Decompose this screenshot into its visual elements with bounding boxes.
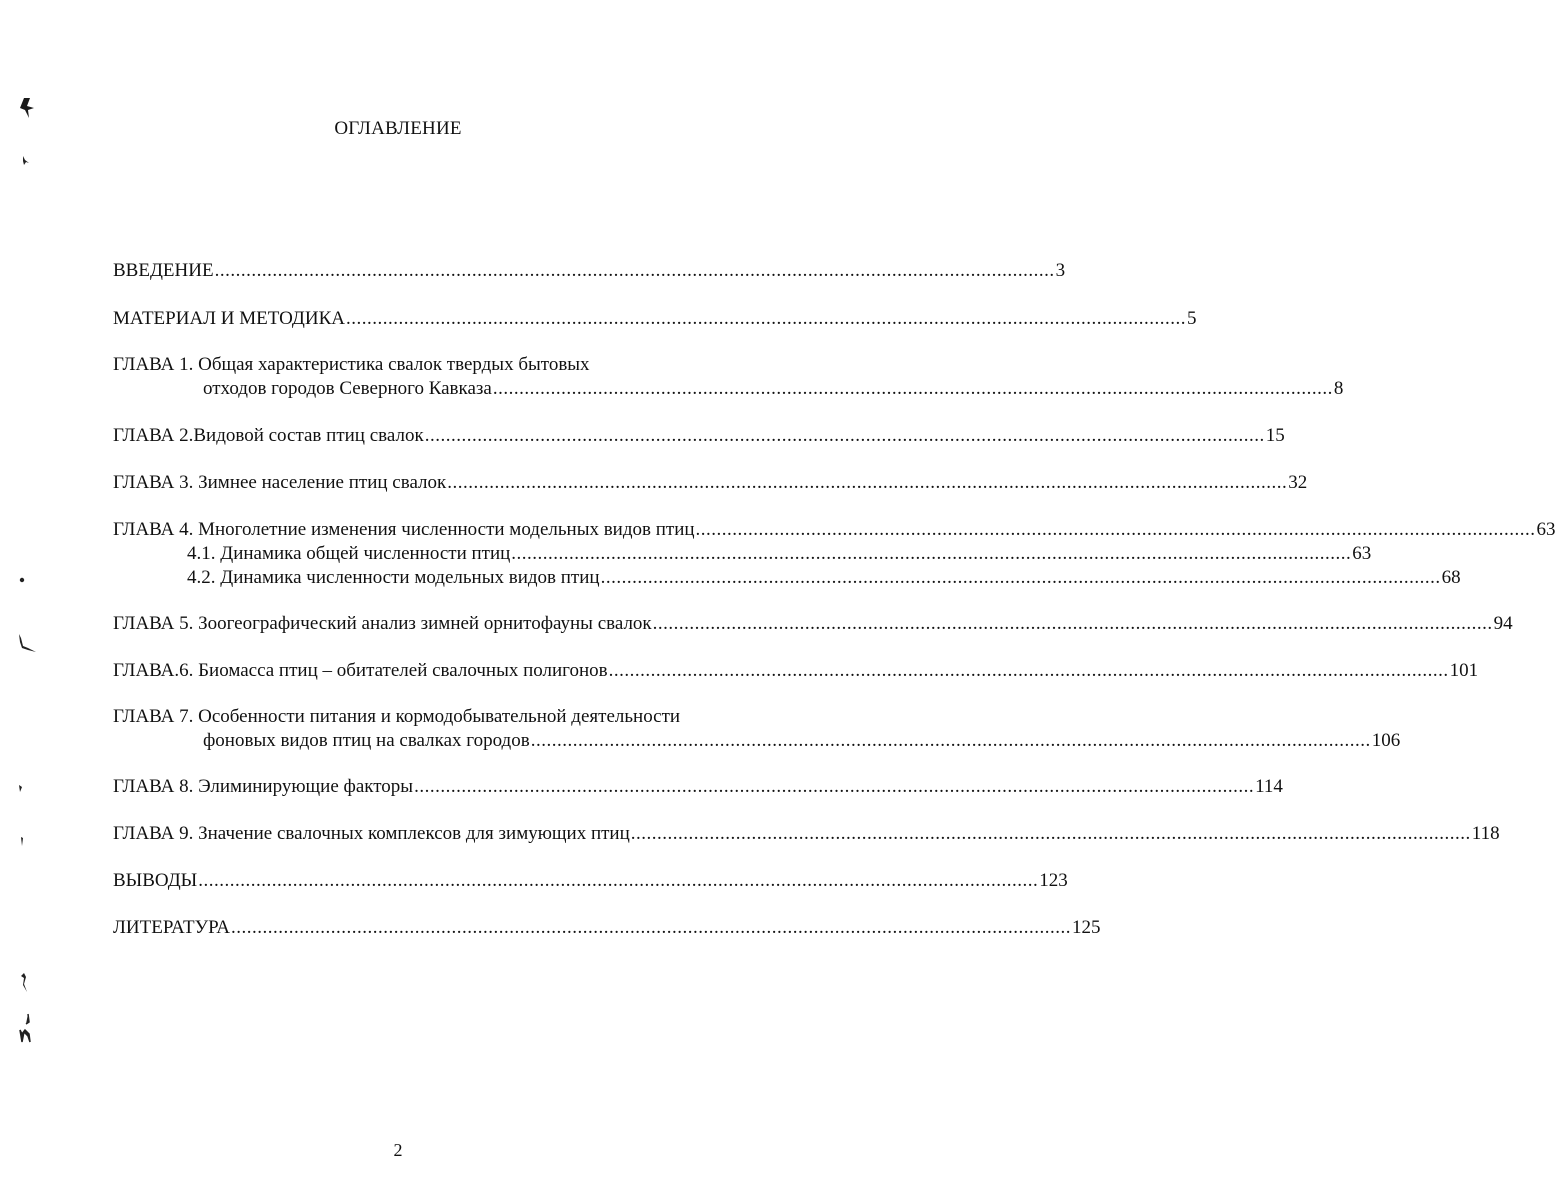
toc-entry-title: ВВЕДЕНИЕ <box>113 260 214 281</box>
scan-artifact-speck <box>16 632 40 656</box>
toc-entry-title: фоновых видов птиц на свалках городов <box>203 730 530 751</box>
toc-entry-page: 63 <box>1352 543 1372 564</box>
toc-entry-page: 106 <box>1371 730 1401 751</box>
toc-leader: ................................................................................................................................................................ <box>447 472 1288 493</box>
toc-entry-section-4-2 <box>187 566 1461 590</box>
toc-entry-title: ГЛАВА 9. Значение свалочных комплексов для зимующих птиц <box>113 823 630 844</box>
toc-leader: ................................................................................................................................................................ <box>424 425 1265 446</box>
toc-entry-page: 15 <box>1265 425 1285 446</box>
toc-entry-page: 101 <box>1449 660 1479 681</box>
toc-entry-page: 5 <box>1186 308 1197 329</box>
toc-entry-chapter-4 <box>113 518 1556 542</box>
toc-entry-chapter-3 <box>113 471 1308 495</box>
toc-entry-section-4-1 <box>187 542 1372 566</box>
toc-entry-title: ЛИТЕРАТУРА <box>113 917 230 938</box>
toc-entry-title: ГЛАВА 4. Многолетние изменения численности модельных видов птиц <box>113 519 695 540</box>
toc-entry-chapter-9 <box>113 822 1500 846</box>
toc-entry-title: ГЛАВА 3. Зимнее население птиц свалок <box>113 472 447 493</box>
toc-leader: ................................................................................................................................................................ <box>230 917 1071 938</box>
page-title: ОГЛАВЛЕНИЕ <box>334 118 462 139</box>
scan-artifact-speck <box>16 784 24 794</box>
toc-entry-introduction <box>113 259 1066 283</box>
toc-entry-references <box>113 916 1101 940</box>
toc-entry-methods <box>113 307 1197 331</box>
toc-entry-page: 8 <box>1333 378 1344 399</box>
toc-entry-chapter-2 <box>113 424 1285 448</box>
toc-entry-page: 68 <box>1441 567 1461 588</box>
toc-entry-chapter-7 <box>203 729 1401 753</box>
toc-entry-title: отходов городов Северного Кавказа <box>203 378 492 399</box>
scan-artifact-mark <box>18 96 38 120</box>
page-number: 2 <box>393 1140 403 1160</box>
toc-entry-title: ГЛАВА 8. Элиминирующие факторы <box>113 776 414 797</box>
scan-artifact-speck <box>20 154 32 168</box>
toc-leader: ................................................................................................................................................................ <box>214 260 1055 281</box>
toc-entry-chapter-1 <box>203 377 1344 401</box>
toc-leader: ................................................................................................................................................................ <box>608 660 1449 681</box>
toc-entry-chapter-7-line1: ГЛАВА 7. Особенности питания и кормодобывательной деятельности <box>113 706 681 727</box>
toc-entry-title: ГЛАВА.6. Биомасса птиц – обитателей свалочных полигонов <box>113 660 608 681</box>
scan-artifact-speck <box>18 836 26 848</box>
toc-entry-chapter-8 <box>113 775 1283 799</box>
toc-entry-chapter-6 <box>113 659 1479 683</box>
scan-artifact-speck <box>16 1012 36 1044</box>
toc-entry-page: 123 <box>1039 870 1068 891</box>
toc-leader: ................................................................................................................................................................ <box>652 613 1493 634</box>
toc-entry-page: 114 <box>1255 776 1283 797</box>
toc-entry-title: ГЛАВА 2.Видовой состав птиц свалок <box>113 425 424 446</box>
toc-entry-page: 125 <box>1071 917 1101 938</box>
toc-entry-chapter-1-line1: ГЛАВА 1. Общая характеристика свалок твердых бытовых <box>113 354 590 375</box>
toc-entry-title: 4.2. Динамика численности модельных видов птиц <box>187 567 600 588</box>
scan-artifact-speck <box>18 972 32 994</box>
toc-entry-title: МАТЕРИАЛ И МЕТОДИКА <box>113 308 345 329</box>
toc-entry-title: 4.1. Динамика общей численности птиц <box>187 543 511 564</box>
toc-entry-page: 3 <box>1055 260 1066 281</box>
toc-leader: ................................................................................................................................................................ <box>345 308 1186 329</box>
toc-leader: ................................................................................................................................................................ <box>198 870 1039 891</box>
toc-entry-page: 94 <box>1493 613 1513 634</box>
toc-leader: ................................................................................................................................................................ <box>492 378 1333 399</box>
toc-entry-page: 63 <box>1536 519 1556 540</box>
toc-leader: ................................................................................................................................................................ <box>414 776 1255 797</box>
toc-entry-title: ГЛАВА 5. Зоогеографический анализ зимней орнитофауны свалок <box>113 613 652 634</box>
toc-leader: ................................................................................................................................................................ <box>530 730 1371 751</box>
toc-entry-page: 118 <box>1471 823 1500 844</box>
toc-leader: ................................................................................................................................................................ <box>600 567 1441 588</box>
scan-artifact-speck <box>18 576 26 584</box>
toc-leader: ................................................................................................................................................................ <box>630 823 1471 844</box>
toc-leader: ................................................................................................................................................................ <box>695 519 1536 540</box>
toc-entry-conclusions <box>113 869 1068 893</box>
toc-entry-page: 32 <box>1288 472 1308 493</box>
toc-entry-title: ВЫВОДЫ <box>113 870 198 891</box>
toc-entry-chapter-5 <box>113 612 1513 636</box>
toc-leader: ................................................................................................................................................................ <box>511 543 1352 564</box>
